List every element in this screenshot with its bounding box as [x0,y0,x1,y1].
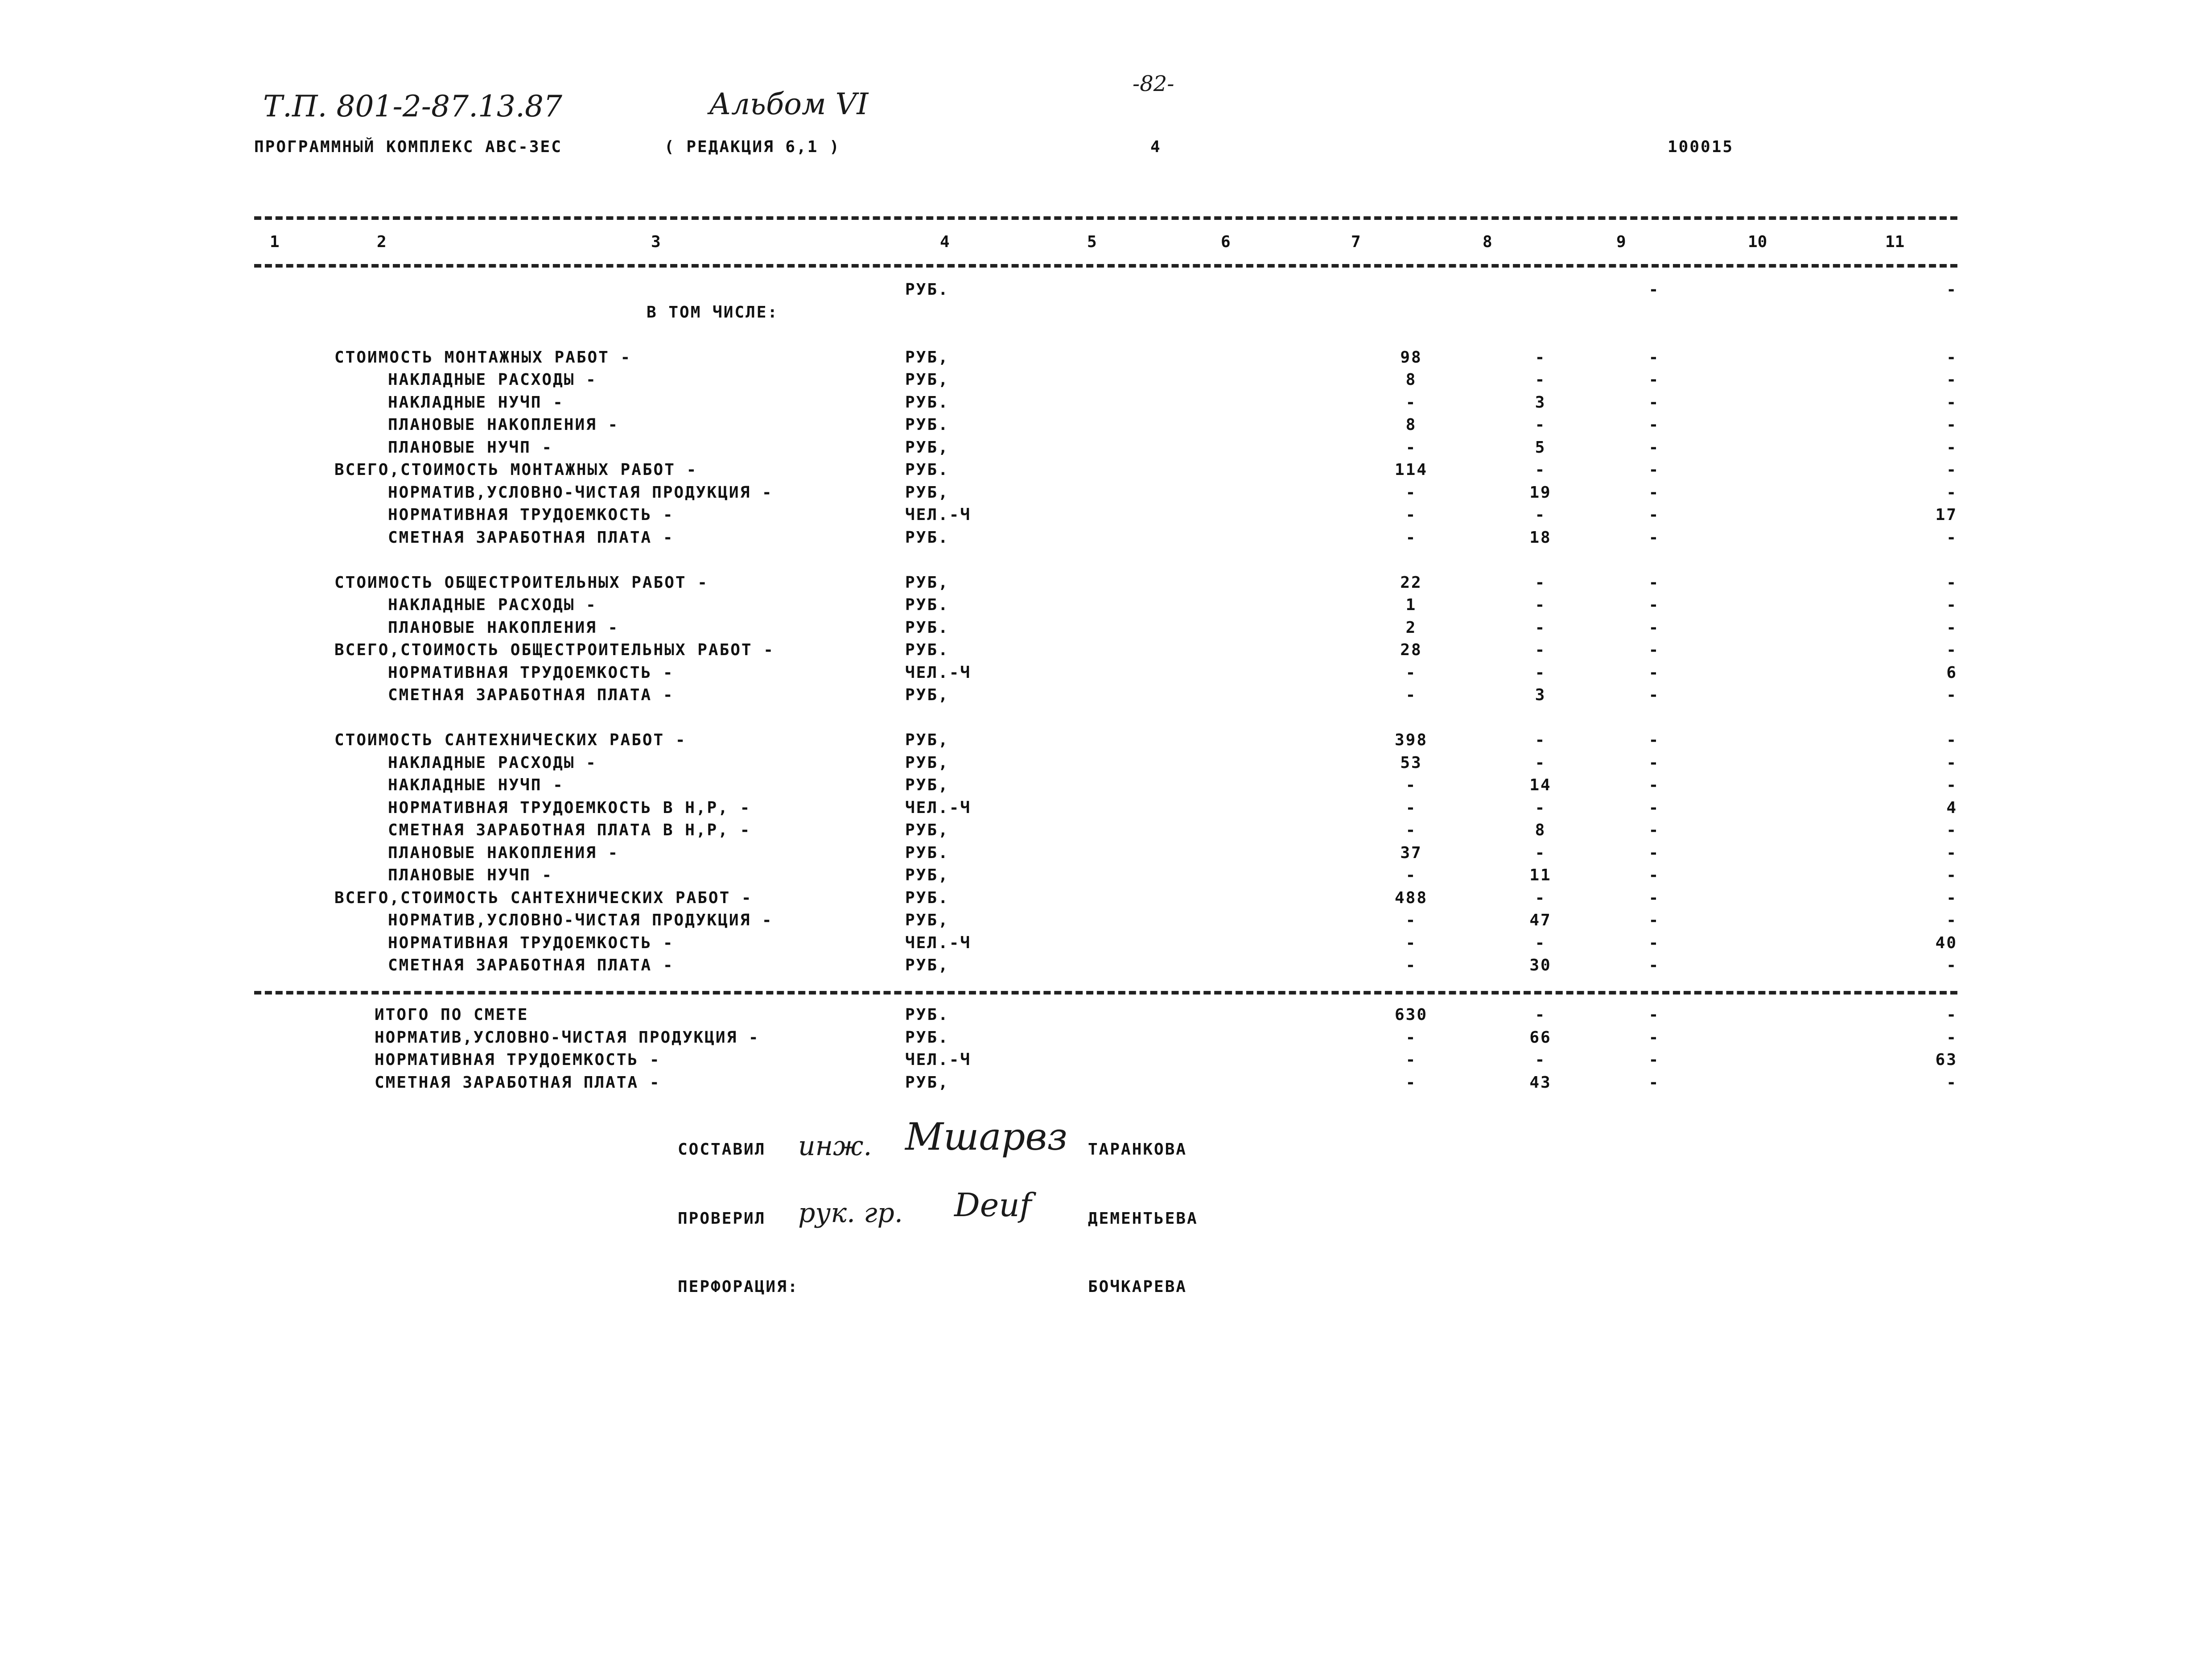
signature-role: СОСТАВИЛ [678,1140,766,1159]
cell-col-11: 6 [1946,663,1957,682]
cell-col-7: - [1405,821,1417,839]
table-row [0,305,2212,327]
cell-col-8: - [1535,731,1546,749]
cell-col-7: - [1405,506,1417,524]
cell-col-9: - [1648,1028,1660,1047]
signature-role: ПРОВЕРИЛ [678,1209,766,1228]
cell-col-9: - [1648,506,1660,524]
cell-col-9: - [1648,618,1660,637]
cell-col-9: - [1648,573,1660,592]
album-label: Альбом VI [709,87,869,121]
signature-title: рук. гр. [798,1197,903,1229]
cell-col-7: - [1405,933,1417,952]
row-label: НОРМАТИВНАЯ ТРУДОЕМКОСТЬ В Н,Р, - [388,798,751,817]
row-unit: РУБ, [905,753,949,772]
program-title: ПРОГРАММНЫЙ КОМПЛЕКС АВС-3ЕС [254,138,562,156]
row-label: СМЕТНАЯ ЗАРАБОТНАЯ ПЛАТА - [388,686,674,704]
sheet-number: 4 [1150,138,1162,156]
row-unit: РУБ. [905,641,949,659]
row-label: ПЛАНОВЫЕ НУЧП - [388,438,553,457]
row-label: НОРМАТИВНАЯ ТРУДОЕМКОСТЬ - [388,663,674,682]
table-row [0,732,2212,755]
table-row [0,822,2212,845]
cell-col-11: 4 [1946,798,1957,817]
row-unit: РУБ, [905,573,949,592]
cell-col-9: - [1648,776,1660,794]
col-header: 3 [651,233,661,251]
cell-col-9: - [1648,753,1660,772]
table-row [0,777,2212,800]
cell-col-8: 47 [1529,911,1552,929]
row-unit: РУБ, [905,731,949,749]
cell-col-11: - [1946,348,1957,367]
signature-name: ДЕМЕНТЬЕВА [1088,1209,1198,1228]
cell-col-7: 98 [1400,348,1422,367]
row-unit: РУБ, [905,866,949,884]
row-unit: РУБ. [905,618,949,637]
cell-col-8: - [1535,1051,1546,1069]
row-label: ВСЕГО,СТОИМОСТЬ ОБЩЕСТРОИТЕЛЬНЫХ РАБОТ - [334,641,774,659]
cell-col-9: - [1648,888,1660,907]
row-label: НАКЛАДНЫЕ НУЧП - [388,393,564,412]
cell-col-7: 53 [1400,753,1422,772]
cell-col-7: - [1405,866,1417,884]
row-label: В ТОМ ЧИСЛЕ: [647,303,779,322]
table-row [0,530,2212,552]
cell-col-8: - [1535,371,1546,389]
cell-col-8: - [1535,641,1546,659]
cell-col-8: 43 [1529,1073,1552,1092]
cell-col-8: - [1535,753,1546,772]
cell-col-11: - [1946,956,1957,974]
row-unit: ЧЕЛ.-Ч [905,933,972,952]
cell-col-9: - [1648,483,1660,502]
cell-col-7: - [1405,438,1417,457]
cell-col-8: 11 [1529,866,1552,884]
row-unit: ЧЕЛ.-Ч [905,798,972,817]
row-label: НАКЛАДНЫЕ РАСХОДЫ - [388,371,597,389]
cell-col-9: - [1648,1006,1660,1024]
cell-col-7: - [1405,393,1417,412]
cell-col-9: - [1648,933,1660,952]
row-label: ИТОГО ПО СМЕТЕ [375,1006,529,1024]
cell-col-9: - [1648,348,1660,367]
row-label: НОРМАТИВ,УСЛОВНО-ЧИСТАЯ ПРОДУКЦИЯ - [375,1028,760,1047]
cell-col-11: - [1946,483,1957,502]
cell-col-11: - [1946,438,1957,457]
table-row [0,642,2212,664]
row-unit: РУБ, [905,956,949,974]
row-label: ПЛАНОВЫЕ НАКОПЛЕНИЯ - [388,618,619,637]
cell-col-7: - [1405,686,1417,704]
cell-col-9: - [1648,528,1660,547]
row-unit: РУБ, [905,438,949,457]
totals-row [0,1030,2212,1052]
cell-col-11: - [1946,1073,1957,1092]
cell-col-8: - [1535,933,1546,952]
cell-col-7: 2 [1405,618,1417,637]
cell-col-7: 114 [1394,461,1428,479]
table-row [0,710,2212,732]
table-row [0,507,2212,529]
cell-col-7: 630 [1394,1006,1428,1024]
cell-col-11: - [1946,461,1957,479]
handwritten-signature: Мшарвз [905,1115,1068,1159]
cell-col-11: - [1946,1006,1957,1024]
cell-col-7: 22 [1400,573,1422,592]
cell-col-8: - [1535,506,1546,524]
cell-col-9: - [1648,821,1660,839]
cell-col-11: - [1946,866,1957,884]
cell-col-9: - [1648,731,1660,749]
col-header: 6 [1221,233,1231,251]
cell-col-11: - [1946,776,1957,794]
table-row [0,935,2212,957]
row-label: ПЛАНОВЫЕ НАКОПЛЕНИЯ - [388,843,619,862]
cell-col-8: 5 [1535,438,1546,457]
cell-col-7: - [1405,1028,1417,1047]
totals-row [0,1052,2212,1074]
row-label: СТОИМОСТЬ ОБЩЕСТРОИТЕЛЬНЫХ РАБОТ - [334,573,708,592]
cell-col-9: - [1648,371,1660,389]
cell-col-9: - [1648,1073,1660,1092]
row-label: СТОИМОСТЬ САНТЕХНИЧЕСКИХ РАБОТ - [334,731,687,749]
cell-col-8: - [1535,843,1546,862]
row-label: СМЕТНАЯ ЗАРАБОТНАЯ ПЛАТА - [388,528,674,547]
cell-col-8: - [1535,461,1546,479]
cell-col-8: - [1535,888,1546,907]
row-label: НОРМАТИВНАЯ ТРУДОЕМКОСТЬ - [375,1051,661,1069]
col-header: 5 [1087,233,1097,251]
cell-col-9: - [1648,686,1660,704]
cell-col-8: 30 [1529,956,1552,974]
cell-col-7: 8 [1405,371,1417,389]
cell-col-7: 37 [1400,843,1422,862]
totals-row [0,1007,2212,1029]
row-label: СТОИМОСТЬ МОНТАЖНЫХ РАБОТ - [334,348,632,367]
row-unit: РУБ, [905,686,949,704]
cell-col-9: - [1648,393,1660,412]
table-row [0,665,2212,687]
table-row [0,440,2212,462]
row-unit: ЧЕЛ.-Ч [905,663,972,682]
cell-col-8: 3 [1535,686,1546,704]
cell-col-9: - [1648,461,1660,479]
col-header: 11 [1885,233,1905,251]
cell-col-9: - [1648,438,1660,457]
table-row [0,395,2212,417]
cell-col-7: - [1405,528,1417,547]
signature-role: ПЕРФОРАЦИЯ: [678,1278,799,1296]
cell-col-8: 8 [1535,821,1546,839]
signature-title: инж. [798,1131,872,1162]
cell-col-9: - [1648,416,1660,434]
row-unit: РУБ, [905,1073,949,1092]
cell-col-11: 40 [1935,933,1957,952]
cell-col-11: - [1946,641,1957,659]
cell-col-7: - [1405,1051,1417,1069]
doc-code: Т.П. 801-2-87.13.87 [263,89,562,124]
cell-col-9: - [1648,911,1660,929]
cell-col-8: - [1535,348,1546,367]
cell-col-11: - [1946,888,1957,907]
table-row [0,890,2212,912]
cell-col-8: - [1535,798,1546,817]
row-unit: РУБ, [905,776,949,794]
cell-col-9: - [1648,663,1660,682]
cell-col-11: - [1946,528,1957,547]
row-unit: РУБ. [905,416,949,434]
row-unit: РУБ. [905,596,949,614]
row-label: СМЕТНАЯ ЗАРАБОТНАЯ ПЛАТА В Н,Р, - [388,821,751,839]
signature-name: ТАРАНКОВА [1088,1140,1187,1159]
signature-name: БОЧКАРЕВА [1088,1278,1187,1296]
row-label: СМЕТНАЯ ЗАРАБОТНАЯ ПЛАТА - [375,1073,661,1092]
table-row [0,485,2212,507]
row-unit: ЧЕЛ.-Ч [905,1051,972,1069]
col-header: 8 [1483,233,1492,251]
row-unit: РУБ. [905,393,949,412]
row-unit: РУБ, [905,483,949,502]
row-label: ПЛАНОВЫЕ НАКОПЛЕНИЯ - [388,416,619,434]
table-top-rule [254,216,1957,220]
cell-col-11: - [1946,686,1957,704]
table-row [0,620,2212,642]
cell-col-11: 63 [1935,1051,1957,1069]
cell-col-11: - [1946,371,1957,389]
col-header: 1 [270,233,280,251]
row-unit: РУБ, [905,371,949,389]
cell-col-8: 3 [1535,393,1546,412]
cell-col-7: 28 [1400,641,1422,659]
cell-col-8: 66 [1529,1028,1552,1047]
cell-col-11: - [1946,731,1957,749]
cell-col-11: - [1946,573,1957,592]
cell-col-11: - [1946,393,1957,412]
row-unit: РУБ, [905,821,949,839]
table-row [0,957,2212,980]
table-row [0,597,2212,619]
row-label: НОРМАТИВ,УСЛОВНО-ЧИСТАЯ ПРОДУКЦИЯ - [388,483,773,502]
cell-col-9: - [1648,843,1660,862]
cell-col-11: - [1946,618,1957,637]
cell-col-9: - [1648,798,1660,817]
table-row [0,687,2212,710]
row-label: ПЛАНОВЫЕ НУЧП - [388,866,553,884]
cell-col-11: - [1946,911,1957,929]
cell-col-9: - [1648,1051,1660,1069]
row-unit: РУБ. [905,461,949,479]
table-row [0,552,2212,574]
cell-col-7: - [1405,483,1417,502]
edition-label: ( РЕДАКЦИЯ 6,1 ) [664,138,840,156]
table-row [0,845,2212,867]
cell-col-7: - [1405,956,1417,974]
table-row [0,417,2212,439]
row-unit: РУБ, [905,348,949,367]
handwritten-signature: Deuf [954,1186,1032,1224]
cell-col-11: - [1946,753,1957,772]
row-label: ВСЕГО,СТОИМОСТЬ МОНТАЖНЫХ РАБОТ - [334,461,698,479]
row-label: НАКЛАДНЫЕ РАСХОДЫ - [388,596,597,614]
cell-col-7: - [1405,798,1417,817]
cell-col-7: 398 [1394,731,1428,749]
cell-col-8: 14 [1529,776,1552,794]
cell-col-8: 18 [1529,528,1552,547]
header-bottom-rule [254,264,1957,268]
row-unit: РУБ. [905,1006,949,1024]
cell-col-9: - [1648,596,1660,614]
cell-col-11: - [1946,843,1957,862]
totals-row [0,1075,2212,1097]
row-unit: РУБ. [905,528,949,547]
table-row [0,282,2212,304]
cell-col-9: - [1648,866,1660,884]
cell-col-9: - [1648,281,1660,299]
table-row [0,575,2212,597]
table-row [0,867,2212,890]
row-label: НОРМАТИВНАЯ ТРУДОЕМКОСТЬ - [388,933,674,952]
cell-col-8: - [1535,663,1546,682]
row-label: НАКЛАДНЫЕ НУЧП - [388,776,564,794]
table-row [0,462,2212,484]
table-row [0,912,2212,935]
row-unit: РУБ. [905,888,949,907]
row-unit: РУБ. [905,843,949,862]
cell-col-7: - [1405,776,1417,794]
row-label: СМЕТНАЯ ЗАРАБОТНАЯ ПЛАТА - [388,956,674,974]
cell-col-7: - [1405,1073,1417,1092]
table-row [0,755,2212,777]
document-id: 100015 [1668,138,1734,156]
cell-col-11: - [1946,1028,1957,1047]
cell-col-8: 19 [1529,483,1552,502]
cell-col-8: - [1535,1006,1546,1024]
col-header: 7 [1351,233,1361,251]
cell-col-11: - [1946,416,1957,434]
table-row [0,350,2212,372]
cell-col-8: - [1535,416,1546,434]
row-unit: ЧЕЛ.-Ч [905,506,972,524]
cell-col-11: 17 [1935,506,1957,524]
totals-rule [254,991,1957,995]
row-unit: РУБ. [905,1028,949,1047]
row-unit: РУБ. [905,281,949,299]
table-row [0,327,2212,349]
cell-col-7: 1 [1405,596,1417,614]
cell-col-7: - [1405,663,1417,682]
row-label: НАКЛАДНЫЕ РАСХОДЫ - [388,753,597,772]
cell-col-7: - [1405,911,1417,929]
row-label: НОРМАТИВ,УСЛОВНО-ЧИСТАЯ ПРОДУКЦИЯ - [388,911,773,929]
row-label: НОРМАТИВНАЯ ТРУДОЕМКОСТЬ - [388,506,674,524]
col-header: 4 [940,233,950,251]
table-row [0,800,2212,822]
table-row [0,372,2212,394]
cell-col-11: - [1946,281,1957,299]
cell-col-7: 8 [1405,416,1417,434]
cell-col-7: 488 [1394,888,1428,907]
cell-col-9: - [1648,956,1660,974]
cell-col-8: - [1535,573,1546,592]
col-header: 2 [377,233,387,251]
col-header: 9 [1616,233,1626,251]
cell-col-9: - [1648,641,1660,659]
row-unit: РУБ, [905,911,949,929]
row-label: ВСЕГО,СТОИМОСТЬ САНТЕХНИЧЕСКИХ РАБОТ - [334,888,753,907]
cell-col-8: - [1535,596,1546,614]
cell-col-11: - [1946,596,1957,614]
page-number: -82- [1133,71,1174,96]
col-header: 10 [1748,233,1767,251]
cell-col-11: - [1946,821,1957,839]
cell-col-8: - [1535,618,1546,637]
